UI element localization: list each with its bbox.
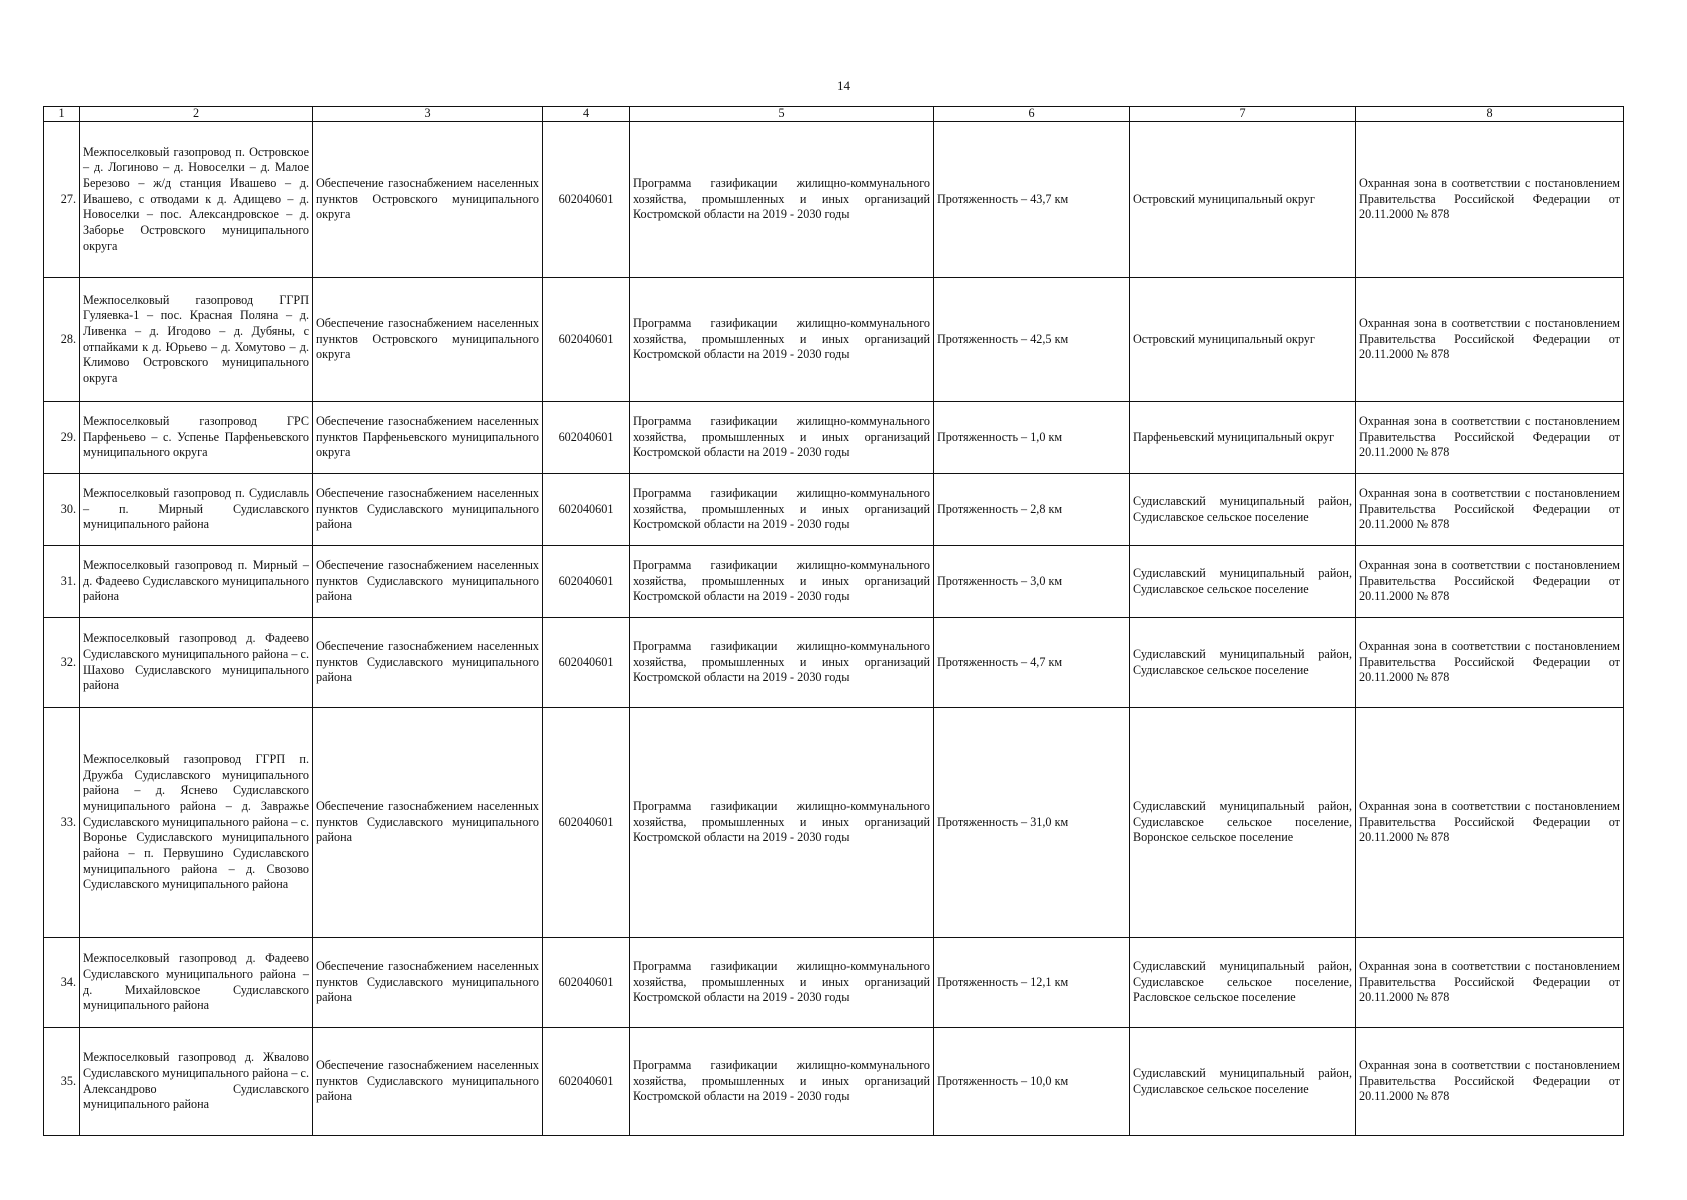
program-cell: Программа газификации жилищно-коммунального хозяйства, промышленных и иных организаций Костромской области на 2019 - 2030 годы [630, 708, 934, 938]
column-number: 2 [80, 107, 313, 122]
column-number: 6 [934, 107, 1130, 122]
row-number: 34. [44, 938, 80, 1028]
object-name-cell: Межпоселковый газопровод п. Судиславль – п. Мирный Судиславского муниципального района [80, 474, 313, 546]
table-row [44, 618, 1624, 708]
column-number: 5 [630, 107, 934, 122]
table-row [44, 546, 1624, 618]
row-number: 28. [44, 278, 80, 402]
table-row [44, 708, 1624, 938]
location-cell: Судиславский муниципальный район, Судиславское сельское поселение [1130, 546, 1356, 618]
location-cell: Судиславский муниципальный район, Судиславское сельское поселение, Воронское сельское поселение [1130, 708, 1356, 938]
protection-zone-cell: Охранная зона в соответствии с постановлением Правительства Российской Федерации от 20.11.2000 № 878 [1356, 546, 1624, 618]
program-cell: Программа газификации жилищно-коммунального хозяйства, промышленных и иных организаций Костромской области на 2019 - 2030 годы [630, 546, 934, 618]
location-cell: Парфеньевский муниципальный округ [1130, 402, 1356, 474]
row-number: 33. [44, 708, 80, 938]
code-cell: 602040601 [543, 708, 630, 938]
table-row [44, 402, 1624, 474]
table-row [44, 1028, 1624, 1136]
purpose-cell: Обеспечение газоснабжением населенных пунктов Островского муниципального округа [313, 122, 543, 278]
location-cell: Островский муниципальный округ [1130, 278, 1356, 402]
object-name-cell: Межпоселковый газопровод д. Фадеево Судиславского муниципального района – с. Шахово Судиславского муниципального района [80, 618, 313, 708]
program-cell: Программа газификации жилищно-коммунального хозяйства, промышленных и иных организаций Костромской области на 2019 - 2030 годы [630, 402, 934, 474]
purpose-cell: Обеспечение газоснабжением населенных пунктов Судиславского муниципального района [313, 708, 543, 938]
length-cell: Протяженность – 1,0 км [934, 402, 1130, 474]
protection-zone-cell: Охранная зона в соответствии с постановлением Правительства Российской Федерации от 20.11.2000 № 878 [1356, 278, 1624, 402]
code-cell: 602040601 [543, 618, 630, 708]
row-number: 30. [44, 474, 80, 546]
object-name-cell: Межпоселковый газопровод п. Мирный – д. Фадеево Судиславского муниципального района [80, 546, 313, 618]
purpose-cell: Обеспечение газоснабжением населенных пунктов Судиславского муниципального района [313, 938, 543, 1028]
location-cell: Судиславский муниципальный район, Судиславское сельское поселение [1130, 474, 1356, 546]
object-name-cell: Межпоселковый газопровод ГГРП Гуляевка-1 – пос. Красная Поляна – д. Ливенка – д. Игодово – д. Дубяны, с отпайками к д. Юрьево – д. Хомутово – д. Климово Островского муниципального округа [80, 278, 313, 402]
table-row [44, 474, 1624, 546]
protection-zone-cell: Охранная зона в соответствии с постановлением Правительства Российской Федерации от 20.11.2000 № 878 [1356, 1028, 1624, 1136]
code-cell: 602040601 [543, 474, 630, 546]
length-cell: Протяженность – 4,7 км [934, 618, 1130, 708]
length-cell: Протяженность – 42,5 км [934, 278, 1130, 402]
length-cell: Протяженность – 31,0 км [934, 708, 1130, 938]
code-cell: 602040601 [543, 122, 630, 278]
table-row [44, 122, 1624, 278]
protection-zone-cell: Охранная зона в соответствии с постановлением Правительства Российской Федерации от 20.11.2000 № 878 [1356, 402, 1624, 474]
program-cell: Программа газификации жилищно-коммунального хозяйства, промышленных и иных организаций Костромской области на 2019 - 2030 годы [630, 938, 934, 1028]
code-cell: 602040601 [543, 1028, 630, 1136]
program-cell: Программа газификации жилищно-коммунального хозяйства, промышленных и иных организаций Костромской области на 2019 - 2030 годы [630, 1028, 934, 1136]
purpose-cell: Обеспечение газоснабжением населенных пунктов Островского муниципального округа [313, 278, 543, 402]
protection-zone-cell: Охранная зона в соответствии с постановлением Правительства Российской Федерации от 20.11.2000 № 878 [1356, 474, 1624, 546]
table-row [44, 278, 1624, 402]
length-cell: Протяженность – 2,8 км [934, 474, 1130, 546]
location-cell: Судиславский муниципальный район, Судиславское сельское поселение, Расловское сельское поселение [1130, 938, 1356, 1028]
protection-zone-cell: Охранная зона в соответствии с постановлением Правительства Российской Федерации от 20.11.2000 № 878 [1356, 938, 1624, 1028]
location-cell: Судиславский муниципальный район, Судиславское сельское поселение [1130, 618, 1356, 708]
purpose-cell: Обеспечение газоснабжением населенных пунктов Судиславского муниципального района [313, 546, 543, 618]
object-name-cell: Межпоселковый газопровод ГРС Парфеньево – с. Успенье Парфеньевского муниципального округа [80, 402, 313, 474]
length-cell: Протяженность – 10,0 км [934, 1028, 1130, 1136]
row-number: 35. [44, 1028, 80, 1136]
protection-zone-cell: Охранная зона в соответствии с постановлением Правительства Российской Федерации от 20.11.2000 № 878 [1356, 708, 1624, 938]
purpose-cell: Обеспечение газоснабжением населенных пунктов Судиславского муниципального района [313, 618, 543, 708]
purpose-cell: Обеспечение газоснабжением населенных пунктов Судиславского муниципального района [313, 474, 543, 546]
protection-zone-cell: Охранная зона в соответствии с постановлением Правительства Российской Федерации от 20.11.2000 № 878 [1356, 618, 1624, 708]
page-number: 14 [837, 78, 850, 93]
length-cell: Протяженность – 3,0 км [934, 546, 1130, 618]
row-number: 27. [44, 122, 80, 278]
object-name-cell: Межпоселковый газопровод ГГРП п. Дружба Судиславского муниципального района – д. Яснево Судиславского муниципального района – д. Завражье Судиславского муниципального района – с. Воронье Судиславского муниципального района – п. Первушино Судиславского муниципального района – д. Свозово Судиславского муниципального района [80, 708, 313, 938]
row-number: 31. [44, 546, 80, 618]
row-number: 32. [44, 618, 80, 708]
code-cell: 602040601 [543, 938, 630, 1028]
program-cell: Программа газификации жилищно-коммунального хозяйства, промышленных и иных организаций Костромской области на 2019 - 2030 годы [630, 618, 934, 708]
column-number: 8 [1356, 107, 1624, 122]
length-cell: Протяженность – 12,1 км [934, 938, 1130, 1028]
gas-pipeline-table [43, 106, 1624, 1136]
object-name-cell: Межпоселковый газопровод д. Жвалово Судиславского муниципального района – с. Александрово Судиславского муниципального района [80, 1028, 313, 1136]
purpose-cell: Обеспечение газоснабжением населенных пунктов Судиславского муниципального района [313, 1028, 543, 1136]
location-cell: Судиславский муниципальный район, Судиславское сельское поселение [1130, 1028, 1356, 1136]
program-cell: Программа газификации жилищно-коммунального хозяйства, промышленных и иных организаций Костромской области на 2019 - 2030 годы [630, 278, 934, 402]
table-row [44, 938, 1624, 1028]
column-number: 3 [313, 107, 543, 122]
row-number: 29. [44, 402, 80, 474]
column-number: 1 [44, 107, 80, 122]
object-name-cell: Межпоселковый газопровод п. Островское – д. Логиново – д. Новоселки – д. Малое Березово – ж/д станция Ивашево – д. Ивашево, с отводами к д. Адищево – д. Новоселки – пос. Александровское – д. Заборье Островского муниципального округа [80, 122, 313, 278]
code-cell: 602040601 [543, 402, 630, 474]
column-number-row [44, 107, 1624, 122]
location-cell: Островский муниципальный округ [1130, 122, 1356, 278]
code-cell: 602040601 [543, 278, 630, 402]
code-cell: 602040601 [543, 546, 630, 618]
protection-zone-cell: Охранная зона в соответствии с постановлением Правительства Российской Федерации от 20.11.2000 № 878 [1356, 122, 1624, 278]
program-cell: Программа газификации жилищно-коммунального хозяйства, промышленных и иных организаций Костромской области на 2019 - 2030 годы [630, 474, 934, 546]
column-number: 7 [1130, 107, 1356, 122]
purpose-cell: Обеспечение газоснабжением населенных пунктов Парфеньевского муниципального округа [313, 402, 543, 474]
object-name-cell: Межпоселковый газопровод д. Фадеево Судиславского муниципального района – д. Михайловское Судиславского муниципального района [80, 938, 313, 1028]
column-number: 4 [543, 107, 630, 122]
length-cell: Протяженность – 43,7 км [934, 122, 1130, 278]
program-cell: Программа газификации жилищно-коммунального хозяйства, промышленных и иных организаций Костромской области на 2019 - 2030 годы [630, 122, 934, 278]
